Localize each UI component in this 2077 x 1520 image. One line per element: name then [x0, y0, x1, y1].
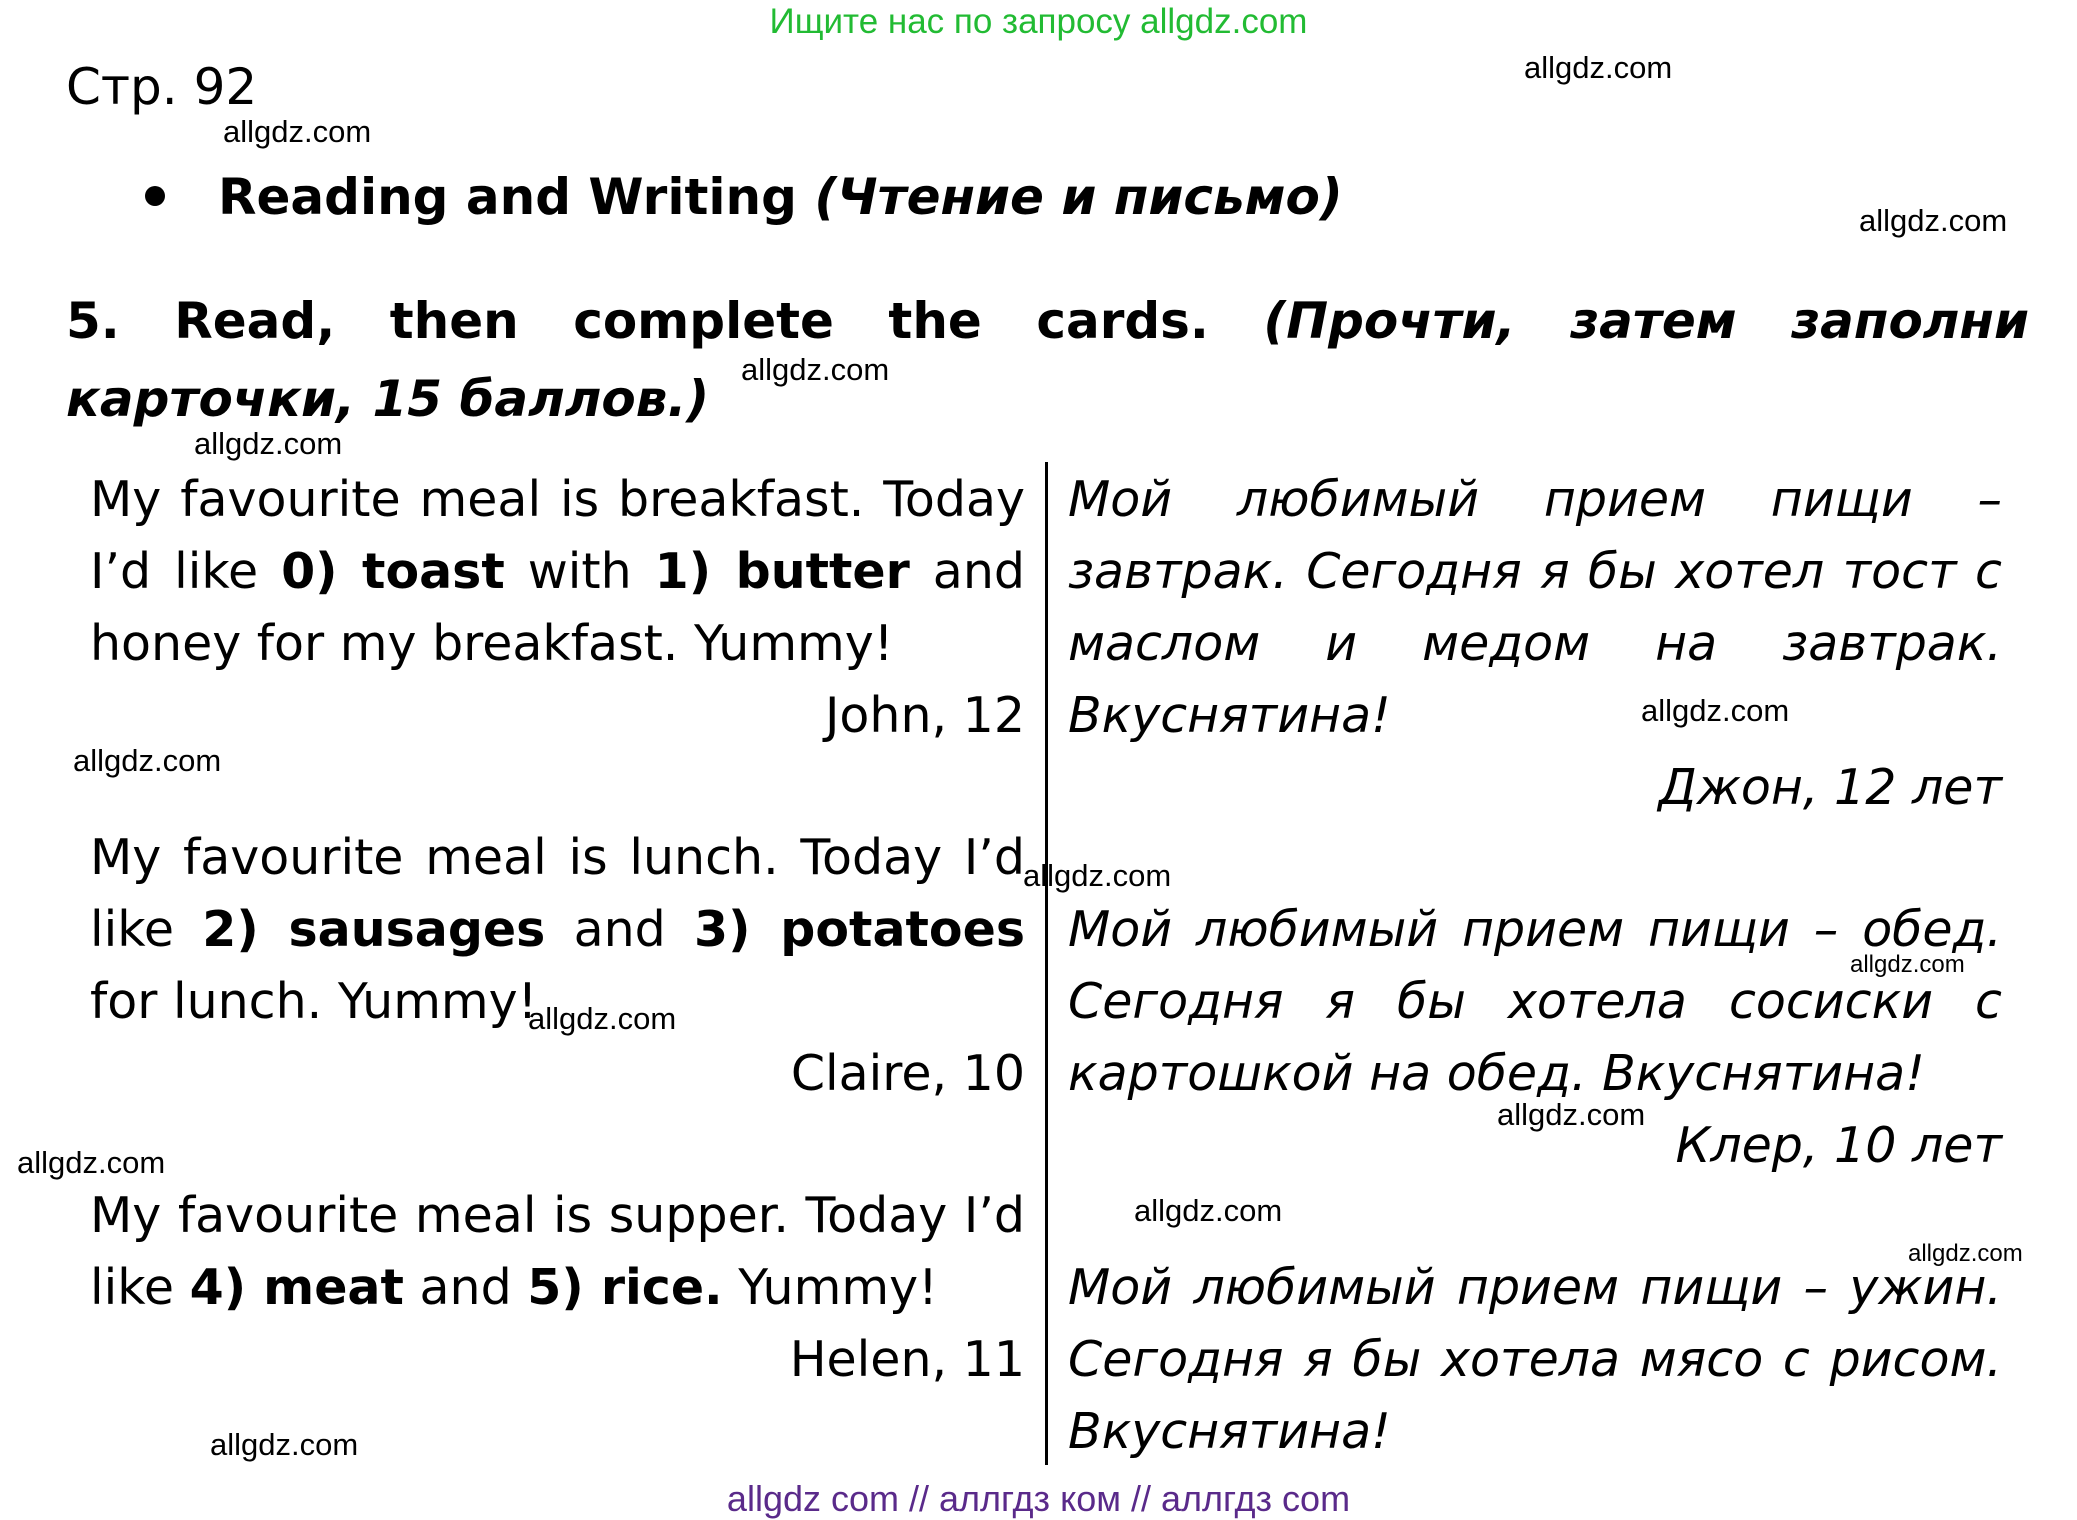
- card-english-text: My favourite meal is breakfast. Today I’d like 0) toast with 1) butter and honey for my breakfast. Yummy!: [90, 471, 1025, 672]
- watermark: allgdz.com: [1859, 203, 2008, 238]
- card-signature: Helen, 11: [789, 1331, 1025, 1388]
- answer-0: 0) toast: [281, 543, 505, 600]
- section-heading: [218, 168, 1343, 226]
- top-banner: Ищите нас по запросу allgdz.com: [769, 2, 1308, 41]
- watermark: allgdz.com: [73, 743, 222, 778]
- watermark: allgdz.com: [1908, 1240, 2023, 1267]
- watermark: allgdz.com: [528, 1001, 677, 1036]
- watermark: allgdz.com: [1023, 858, 1172, 893]
- card-russian-signature: Клер, 10 лет: [1675, 1117, 2002, 1174]
- section-title-translation: (Чтение и письмо): [814, 168, 1343, 226]
- card-english-text: My favourite meal is supper. Today I’d like 4) meat and 5) rice. Yummy!: [90, 1187, 1025, 1316]
- watermark: allgdz.com: [1850, 951, 1965, 978]
- watermark: allgdz.com: [1497, 1097, 1646, 1132]
- page-number: Стр. 92: [66, 58, 258, 116]
- watermark: allgdz.com: [210, 1427, 359, 1462]
- watermark: allgdz.com: [1524, 50, 1673, 85]
- card-russian-text: Мой любимый прием пищи – ужин. Сегодня я бы хотела мясо с рисом. Вкуснятина!: [1068, 1259, 2002, 1460]
- watermark: allgdz.com: [223, 114, 372, 149]
- column-divider: [1045, 462, 1048, 1465]
- card-russian-text: Мой любимый прием пищи – завтрак. Сегодня я бы хотел тост с маслом и медом на завтрак. Вкуснятина!: [1068, 471, 2002, 744]
- answer-1: 1) butter: [654, 543, 910, 600]
- answer-3: 3) potatoes: [694, 901, 1025, 958]
- watermark: allgdz.com: [194, 426, 343, 461]
- bullet-icon: [145, 186, 165, 206]
- card-signature: John, 12: [824, 687, 1025, 744]
- card-signature: Claire, 10: [790, 1045, 1025, 1102]
- card-russian-text: Мой любимый прием пищи – обед. Сегодня я бы хотела сосиски с картошкой на обед. Вкуснятина!: [1068, 901, 2002, 1102]
- card-english-text: My favourite meal is lunch. Today I’d like 2) sausages and 3) potatoes for lunch. Yummy!: [90, 829, 1025, 1030]
- watermark: allgdz.com: [1134, 1193, 1283, 1228]
- watermark: allgdz.com: [1641, 693, 1790, 728]
- answer-2: 2) sausages: [202, 901, 546, 958]
- answer-4: 4) meat: [189, 1259, 404, 1316]
- task-instruction: [66, 282, 2029, 438]
- footer-banner: allgdz com // аллгдз ком // аллгдз com: [726, 1478, 1351, 1519]
- answer-5: 5) rice.: [527, 1259, 723, 1316]
- task-text: 5. Read, then complete the cards.: [66, 292, 1209, 350]
- watermark: allgdz.com: [17, 1145, 166, 1180]
- task-text-translation: (Прочти, затем заполни карточки, 15 баллов.): [66, 292, 2029, 428]
- section-title: Reading and Writing: [218, 168, 797, 226]
- watermark: allgdz.com: [741, 352, 890, 387]
- card-russian-signature: Джон, 12 лет: [1658, 759, 2002, 816]
